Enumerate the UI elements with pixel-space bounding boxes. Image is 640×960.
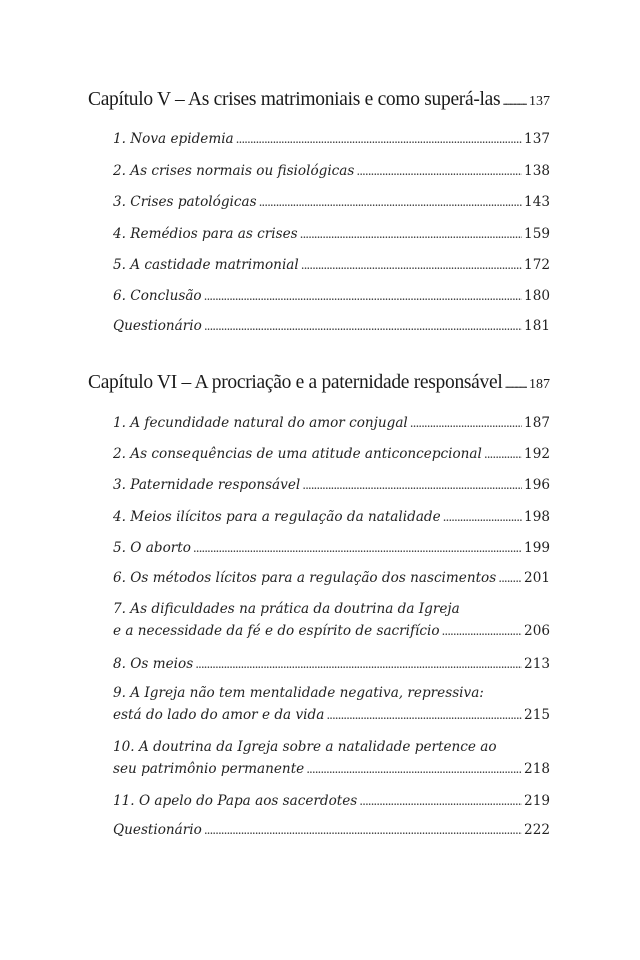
toc-entry [113, 793, 550, 809]
dot-leader [443, 509, 522, 525]
entry-title-line-1: 7. As dificuldades na prática da doutrina da Igreja [113, 601, 460, 617]
page-number: 143 [524, 194, 550, 210]
entry-title: 1. A fecundidade natural do amor conjugal [113, 415, 408, 431]
dot-leader [326, 707, 522, 723]
dot-leader [498, 570, 522, 586]
entry-title-line-2: seu patrimônio permanente [113, 761, 305, 777]
entry-title: 3. Crises patológicas [113, 194, 257, 210]
page-number: 181 [524, 318, 550, 334]
toc-entry [113, 739, 550, 777]
entry-title: 5. O aborto [113, 540, 191, 556]
page-number: 192 [524, 446, 550, 462]
page-number: 172 [524, 257, 550, 273]
toc-entry [113, 415, 550, 431]
dot-leader [442, 623, 523, 639]
chapter-title: Capítulo VI – A procriação e a paternidade responsável [88, 372, 503, 393]
entry-title: 5. A castidade matrimonial [113, 257, 299, 273]
toc-entry [113, 131, 550, 147]
page-number: 138 [524, 163, 550, 179]
entry-title: 6. Conclusão [113, 288, 202, 304]
toc-entry [113, 685, 550, 723]
page-number: 187 [524, 415, 550, 431]
entry-title-line-2: e a necessidade da fé e do espírito de sacrifício [113, 623, 440, 639]
toc-entry [113, 477, 550, 493]
dot-leader [193, 540, 522, 556]
dot-leader [356, 163, 522, 179]
page-number: 180 [524, 288, 550, 304]
toc-entry [113, 288, 550, 304]
entry-title: Questionário [113, 822, 202, 838]
entry-title: 2. As consequências de uma atitude anticoncepcional [113, 446, 482, 462]
entry-title: Questionário [113, 318, 202, 334]
page-number: 206 [524, 623, 550, 639]
entry-title: 8. Os meios [113, 656, 194, 672]
toc-entry [113, 570, 550, 586]
page-number: 201 [524, 570, 550, 586]
page-number: 199 [524, 540, 550, 556]
entry-title-line-1: 9. A Igreja não tem mentalidade negativa, repressiva: [113, 685, 484, 701]
toc-entry [113, 601, 550, 639]
toc-entry [113, 163, 550, 179]
page-number: 187 [529, 377, 550, 392]
chapter-title: Capítulo V – As crises matrimoniais e como superá-las [88, 89, 501, 110]
entry-title: 11. O apelo do Papa aos sacerdotes [113, 793, 358, 809]
dot-leader [204, 822, 522, 838]
dot-leader [504, 372, 527, 394]
entry-title-line-2: está do lado do amor e da vida [113, 707, 325, 723]
dot-leader [502, 89, 527, 111]
entry-title: 6. Os métodos lícitos para a regulação dos nascimentos [113, 570, 497, 586]
toc-entry [113, 318, 550, 334]
dot-leader [204, 288, 522, 304]
dot-leader [306, 761, 522, 777]
dot-leader [195, 656, 522, 672]
toc-entry [113, 446, 550, 462]
entry-title: 3. Paternidade responsável [113, 477, 301, 493]
toc-entry [113, 509, 550, 525]
dot-leader [301, 257, 522, 273]
chapter-heading [88, 89, 550, 111]
dot-leader [359, 793, 522, 809]
entry-title: 4. Remédios para as crises [113, 226, 298, 242]
dot-leader [302, 477, 522, 493]
page-number: 219 [524, 793, 550, 809]
toc-entry [113, 656, 550, 672]
page-number: 159 [524, 226, 550, 242]
dot-leader [300, 226, 522, 242]
page-number: 196 [524, 477, 550, 493]
page-number: 222 [524, 822, 550, 838]
page-number: 198 [524, 509, 550, 525]
page-number: 218 [524, 761, 550, 777]
page-number: 215 [524, 707, 550, 723]
page-number: 213 [524, 656, 550, 672]
toc-entry [113, 194, 550, 210]
dot-leader [236, 131, 522, 147]
page-number: 137 [524, 131, 550, 147]
toc-entry [113, 226, 550, 242]
entry-title: 1. Nova epidemia [113, 131, 234, 147]
dot-leader [204, 318, 522, 334]
dot-leader [259, 194, 522, 210]
entry-title: 4. Meios ilícitos para a regulação da natalidade [113, 509, 441, 525]
entry-title-line-1: 10. A doutrina da Igreja sobre a natalidade pertence ao [113, 739, 497, 755]
dot-leader [410, 415, 522, 431]
dot-leader [484, 446, 522, 462]
page-number: 137 [529, 94, 550, 109]
toc-entry [113, 257, 550, 273]
entry-title: 2. As crises normais ou fisiológicas [113, 163, 355, 179]
toc-entry [113, 822, 550, 838]
toc-entry [113, 540, 550, 556]
chapter-heading [88, 372, 550, 394]
